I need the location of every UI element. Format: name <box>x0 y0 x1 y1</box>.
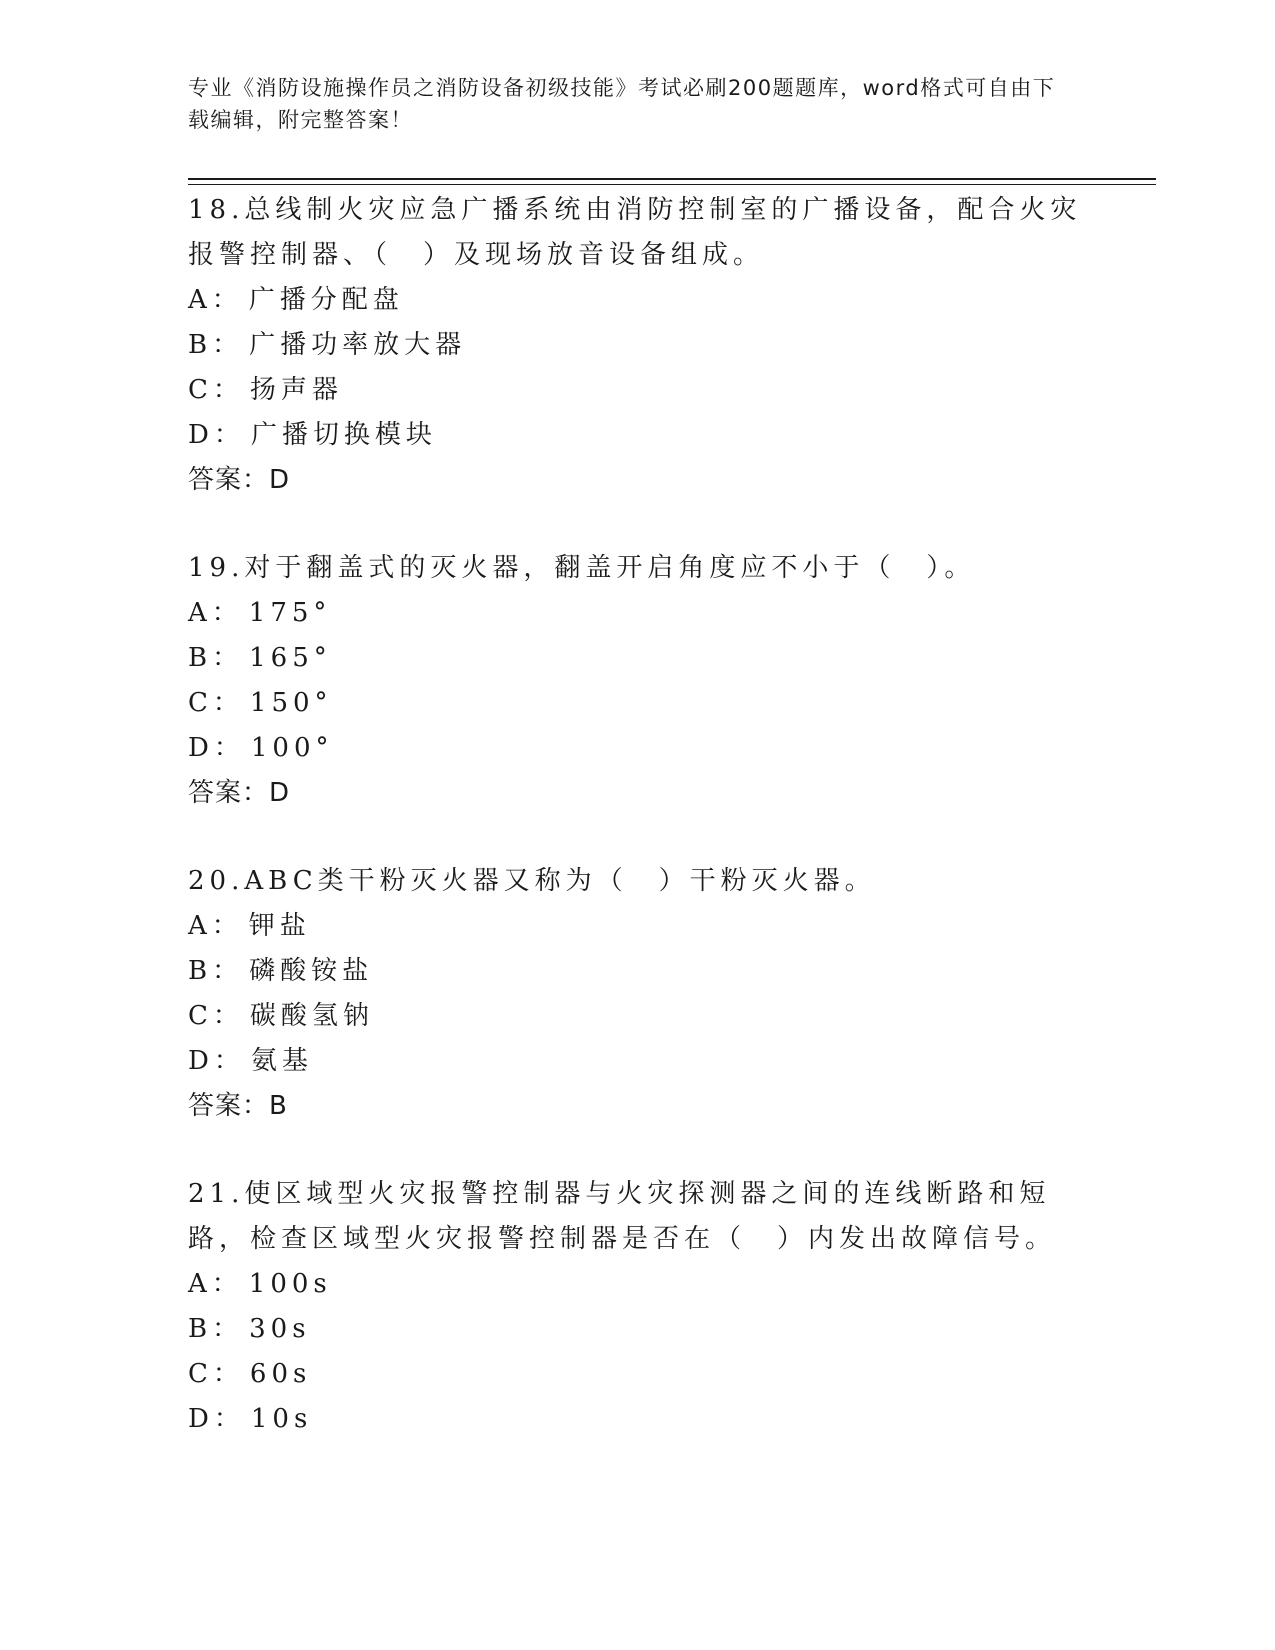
option-text: 氨基 <box>250 1046 313 1076</box>
option-key: D： <box>188 420 245 450</box>
option-text: 碳酸氢钠 <box>249 1001 374 1031</box>
option-key: D： <box>188 1046 245 1076</box>
question-stem: 21.使区域型火灾报警控制器与火灾探测器之间的连线断路和短路，检查区域型火灾报警控制器是否在（ ）内发出故障信号。 <box>188 1179 1057 1254</box>
question-20 <box>188 859 1088 1129</box>
answer-line: 答案：B <box>188 1091 288 1121</box>
option-key: A： <box>188 911 243 941</box>
option-text: 175° <box>248 598 332 628</box>
answer-line: 答案：D <box>188 465 291 495</box>
option-c <box>188 368 1088 413</box>
question-18 <box>188 188 1088 503</box>
option-key: A： <box>188 1269 243 1299</box>
option-text: 广播分配盘 <box>248 285 404 315</box>
question-19 <box>188 546 1088 816</box>
option-text: 10s <box>250 1404 313 1434</box>
option-text: 165° <box>249 643 332 673</box>
option-key: B： <box>188 643 244 673</box>
option-d <box>188 413 1088 458</box>
option-text: 扬声器 <box>249 375 343 405</box>
option-key: B： <box>188 956 244 986</box>
question-stem: 18.总线制火灾应急广播系统由消防控制室的广播设备，配合火灾报警控制器、（ ）及现场放音设备组成。 <box>188 195 1082 270</box>
option-key: C： <box>188 1359 244 1389</box>
option-b <box>188 636 1088 681</box>
document-header: 专业《消防设施操作员之消防设备初级技能》考试必刷200题题库，word格式可自由下载编辑，附完整答案！ <box>188 76 1056 132</box>
option-a <box>188 278 1088 323</box>
option-key: B： <box>188 330 244 360</box>
question-stem: 20.ABC类干粉灭火器又称为（ ）干粉灭火器。 <box>188 866 876 896</box>
option-d <box>188 1039 1088 1084</box>
option-text: 150° <box>249 688 333 718</box>
option-key: D： <box>188 1404 245 1434</box>
option-text: 100° <box>250 733 334 763</box>
option-c <box>188 994 1088 1039</box>
option-text: 30s <box>249 1314 311 1344</box>
option-b <box>188 323 1088 368</box>
option-d <box>188 1397 1088 1442</box>
option-text: 广播功率放大器 <box>249 330 467 360</box>
option-b <box>188 949 1088 994</box>
option-key: D： <box>188 733 245 763</box>
option-c <box>188 1352 1088 1397</box>
option-text: 广播切换模块 <box>250 420 437 450</box>
question-stem: 19.对于翻盖式的灭火器，翻盖开启角度应不小于（ ）。 <box>188 553 976 583</box>
option-a <box>188 591 1088 636</box>
option-key: C： <box>188 1001 244 1031</box>
answer-line: 答案：D <box>188 778 291 808</box>
option-key: C： <box>188 375 244 405</box>
option-d <box>188 726 1088 771</box>
option-a <box>188 904 1088 949</box>
option-a <box>188 1262 1088 1307</box>
option-key: A： <box>188 598 243 628</box>
option-text: 100s <box>248 1269 332 1299</box>
header-divider-thick <box>188 178 1156 180</box>
option-text: 磷酸铵盐 <box>249 956 374 986</box>
question-21 <box>188 1172 1088 1442</box>
header-divider-thin <box>188 184 1156 185</box>
option-b <box>188 1307 1088 1352</box>
option-c <box>188 681 1088 726</box>
option-key: C： <box>188 688 244 718</box>
option-key: B： <box>188 1314 244 1344</box>
option-key: A： <box>188 285 243 315</box>
question-list <box>188 188 1088 1485</box>
option-text: 钾盐 <box>248 911 311 941</box>
option-text: 60s <box>249 1359 312 1389</box>
